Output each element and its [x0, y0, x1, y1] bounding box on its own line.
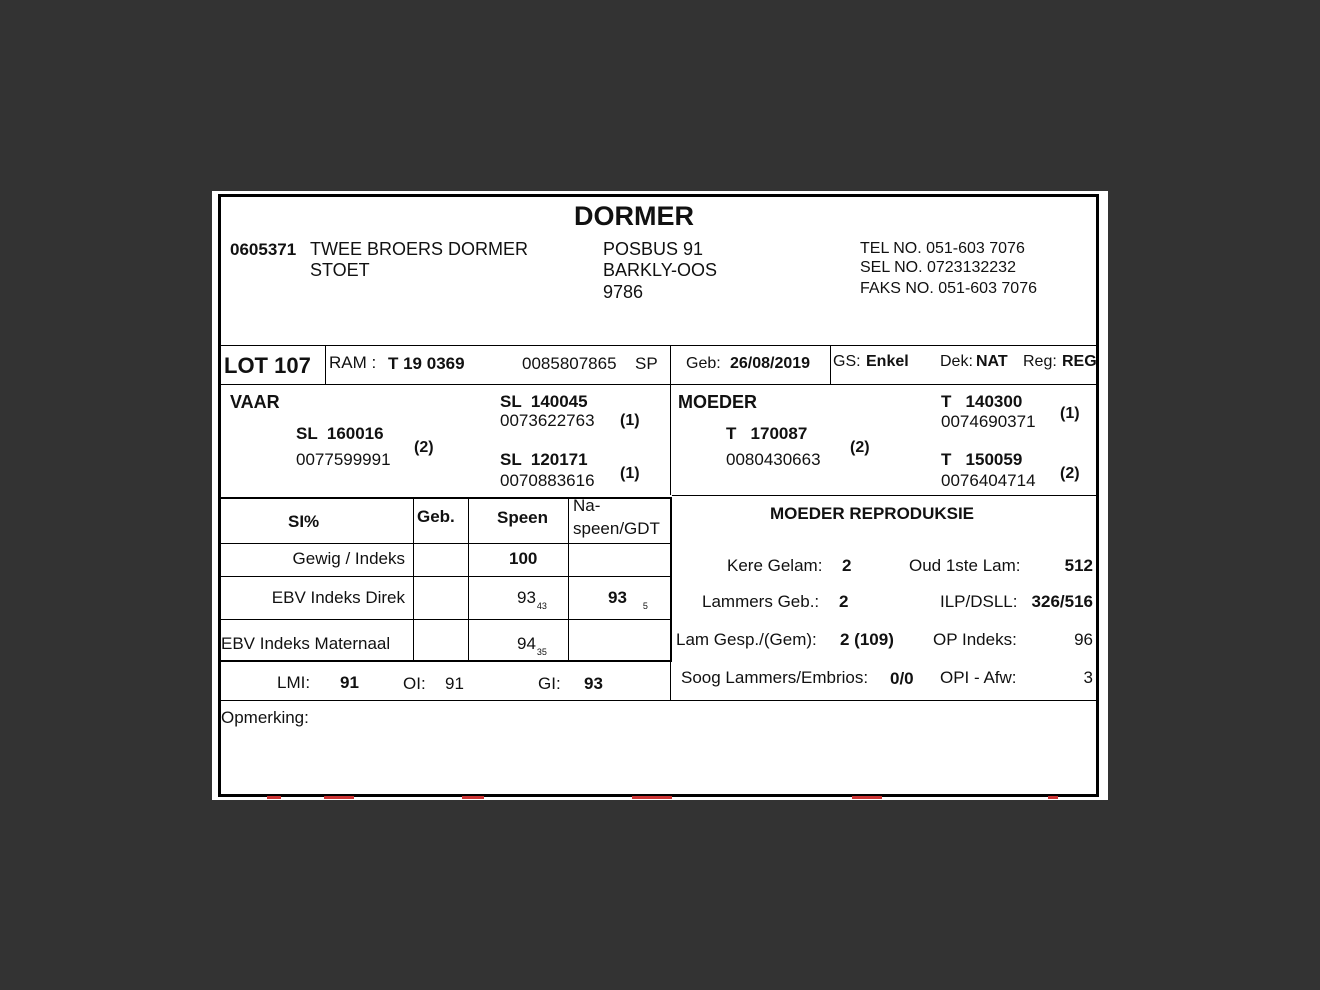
ebv-row-label: EBV Indeks Maternaal [221, 634, 391, 653]
ebv-speen-sub: 35 [536, 647, 547, 657]
gs-value: Enkel [866, 353, 909, 370]
ram-label: RAM : [329, 353, 377, 372]
ram-sp: SP [635, 354, 658, 373]
breeder-name-line1: TWEE BROERS DORMER [310, 239, 529, 259]
lam-value: 2 (109) [840, 630, 894, 649]
ebv-naspeen-sub: 5 [642, 601, 648, 611]
opi-label: OPI - Afw: [940, 668, 1017, 687]
divider [220, 700, 1099, 701]
sire-number: 0077599991 [296, 450, 391, 469]
lot-number: LOT 107 [224, 353, 311, 378]
divider [672, 495, 1099, 496]
dek-value: NAT [976, 353, 1008, 370]
ebv-row-label: EBV Indeks Direk [271, 588, 405, 607]
dam-marker: (2) [850, 439, 870, 456]
lot-card [212, 191, 1108, 800]
cutoff-red-text [632, 796, 672, 799]
contact-faks: FAKS NO. 051-603 7076 [860, 280, 1037, 297]
sire-marker: (2) [414, 439, 434, 456]
birth-date-value: 26/08/2019 [730, 355, 811, 372]
gs-label: GS: [833, 353, 861, 370]
ilp-value: 326/516 [1031, 592, 1093, 611]
dam-sire-id: T 140300 [941, 392, 1023, 411]
address-line1: POSBUS 91 [603, 239, 704, 259]
kere-value: 2 [842, 556, 852, 575]
sire-dam-id: SL 120171 [500, 450, 588, 469]
op-label: OP Indeks: [933, 630, 1017, 649]
gi-value: 93 [584, 674, 603, 693]
dam-id: T 170087 [726, 424, 808, 443]
sire-sire-id: SL 140045 [500, 392, 588, 411]
address-line3: 9786 [603, 282, 644, 302]
sire-sire-number: 0073622763 [500, 411, 595, 430]
divider [670, 662, 671, 700]
divider [670, 345, 671, 495]
remarks-label: Opmerking: [221, 708, 309, 727]
ebv-speen-number: 93 [517, 588, 536, 607]
ebv-speen-value [517, 634, 547, 657]
breeder-id: 0605371 [230, 240, 297, 259]
dam-sire-number: 0074690371 [941, 412, 1036, 431]
divider [220, 345, 1099, 346]
gi-label: GI: [538, 674, 561, 693]
dek-label: Dek: [940, 353, 973, 370]
kere-label: Kere Gelam: [727, 556, 823, 575]
sire-id: SL 160016 [296, 424, 384, 443]
reg-value: REG [1062, 353, 1097, 370]
dam-dam-marker: (2) [1060, 465, 1080, 482]
dam-sire-marker: (1) [1060, 405, 1080, 422]
oud-label: Oud 1ste Lam: [909, 556, 1021, 575]
divider [219, 619, 672, 620]
op-value: 96 [1074, 630, 1093, 649]
divider [568, 497, 569, 662]
ebv-speen-value: 100 [509, 549, 538, 568]
ebv-naspeen-value [608, 588, 648, 611]
ebv-header-speen: Speen [497, 508, 549, 527]
soog-value: 0/0 [890, 669, 914, 688]
oud-value: 512 [1064, 556, 1093, 575]
divider [220, 384, 1099, 385]
divider [468, 497, 469, 662]
lmi-value: 91 [340, 673, 359, 692]
reproduction-title: MOEDER REPRODUKSIE [770, 504, 975, 523]
address-line2: BARKLY-OOS [603, 260, 718, 280]
ram-id: T 19 0369 [388, 354, 465, 373]
divider [219, 576, 672, 577]
cutoff-red-text [267, 796, 281, 799]
cutoff-red-text [1048, 796, 1058, 799]
divider [830, 345, 831, 384]
oi-value: 91 [445, 674, 464, 693]
sire-sire-marker: (1) [620, 412, 640, 429]
oi-label: OI: [403, 674, 426, 693]
divider [413, 497, 414, 662]
contact-sel: SEL NO. 0723132232 [860, 259, 1016, 276]
lam-label: Lam Gesp./(Gem): [676, 630, 817, 649]
sire-dam-number: 0070883616 [500, 471, 595, 490]
ebv-speen-number: 94 [517, 634, 536, 653]
breeder-name-line2: STOET [310, 260, 370, 280]
opi-value: 3 [1083, 668, 1093, 687]
ebv-speen-sub: 43 [536, 601, 547, 611]
reg-label: Reg: [1023, 353, 1057, 370]
ebv-speen-value [517, 588, 547, 611]
cutoff-red-text [462, 796, 484, 799]
ebv-naspeen-number: 93 [608, 588, 627, 607]
ebv-header-geb: Geb. [417, 507, 455, 526]
ram-reg-number: 0085807865 [522, 354, 617, 373]
cutoff-red-text [852, 796, 882, 799]
sire-section-label: VAAR [230, 392, 280, 412]
dam-section-label: MOEDER [678, 392, 758, 412]
soog-label: Soog Lammers/Embrios: [681, 668, 869, 687]
ebv-header-naspeen-line1: Na- [573, 496, 601, 515]
contact-tel: TEL NO. 051-603 7076 [860, 240, 1025, 257]
cutoff-red-text [324, 796, 354, 799]
divider [325, 345, 326, 384]
dam-number: 0080430663 [726, 450, 821, 469]
ebv-row-label: Gewig / Indeks [292, 549, 405, 568]
lammers-value: 2 [839, 592, 849, 611]
ebv-header-si: SI% [288, 512, 320, 531]
divider [219, 543, 672, 544]
dam-dam-id: T 150059 [941, 450, 1023, 469]
sire-dam-marker: (1) [620, 465, 640, 482]
ilp-label: ILP/DSLL: [940, 592, 1018, 611]
breed-title: DORMER [574, 201, 694, 231]
birth-date-label: Geb: [686, 355, 721, 372]
ebv-header-naspeen-line2: speen/GDT [573, 519, 660, 538]
lmi-label: LMI: [277, 673, 311, 692]
dam-dam-number: 0076404714 [941, 471, 1036, 490]
lammers-label: Lammers Geb.: [702, 592, 820, 611]
